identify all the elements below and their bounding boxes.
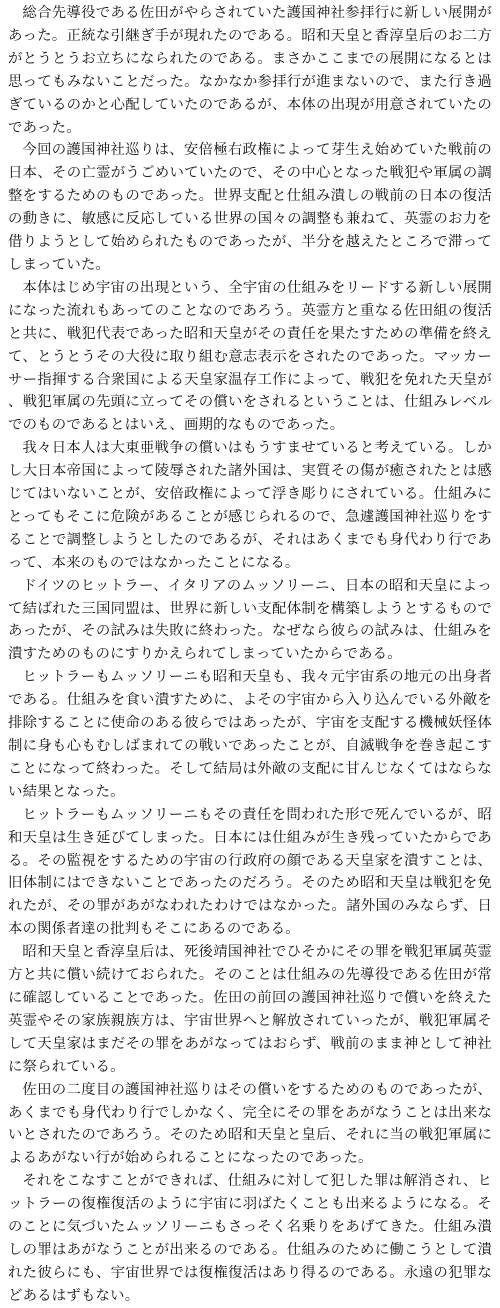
paragraph-5: ドイツのヒットラー、イタリアのムッソリーニ、日本の昭和天皇によって結ばれた三国同盟は、世界に新しい支配体制を構築しようとするものであったが、その試みは失敗に終わった。なぜなら彼らの試みは、仕組みを潰すためのものにすりかえられてしまっていたからである。 [8, 577, 492, 663]
paragraph-6: ヒットラーもムッソリーニも昭和天皇も、我々元宇宙系の地元の出身者である。仕組みを食い潰すために、よその宇宙から入り込んでいる外敵を排除することに使命のある彼らではあったが、宇宙を支配する機械妖怪体制に身も心もむしばまれての戦いであったことが、自滅戦争を巻き起こすことになって終わった。そして結局は外敵の支配に甘んじなくてはならない結果となった。 [8, 669, 492, 800]
paragraph-7: ヒットラーもムッソリーニもその責任を問われた形で死んでいるが、昭和天皇は生き延びてしまった。日本には仕組みが生き残っていたからである。その監視をするための宇宙の行政府の顔である天皇家を潰すことは、旧体制にはできないことであったのだろう。そのため昭和天皇は戦犯を免れたが、その罪があがなわれたわけではなかった。諸外国のみならず、日本の関係者達の批判もそこにあるのである。 [8, 806, 492, 938]
paragraph-9: 佐田の二度目の護国神社巡りはその償いをするためのものであったが、あくまでも身代わり行でしかなく、完全にその罪をあがなうことは出来ないとされたのであろう。そのため昭和天皇と皇后、それに当の戦犯軍属によるあがない行が始められることになったのであった。 [8, 1081, 492, 1167]
paragraph-3: 本体はじめ宇宙の出現という、全宇宙の仕組みをリードする新しい展開になった流れもあってのことなのであろう。英霊方と重なる佐田組の復活と共に、戦犯代表であった昭和天皇がその責任を果たすための準備を終えて、とうとうその大役に取り組む意志表示をされたのであった。マッカーサー指揮する合衆国による天皇家温存工作によって、戦犯を免れた天皇が、戦犯軍属の先頭に立ってその償いをされるということは、仕組みレベルでのものであるとはいえ、画期的なものであった。 [8, 279, 492, 434]
paragraph-1: 総合先導役である佐田がやらされていた護国神社参拝行に新しい展開があった。正統な引継ぎ手が現れたのである。昭和天皇と香淳皇后のお二方がとうとうお立ちになられたのである。まさかここまでの展開になるとは思ってもみないことだった。なかなか参拝行が進まないので、また行き過ぎているのかと心配していたのであるが、本体の出現が用意されていたのであった。 [8, 5, 492, 136]
paragraph-8: 昭和天皇と香淳皇后は、死後靖国神社でひそかにその罪を戦犯軍属英霊方と共に償い続けておられた。そのことは仕組みの先導役である佐田が常に確認していることであった。佐田の前回の護国神社巡りで償いを終えた英霊やその家族親族方は、宇宙世界へと解放されていったが、戦犯軍属そして天皇家はまだその罪をあがなってはおらず、戦前のまま神として神社に祭られている。 [8, 944, 492, 1075]
paragraph-2: 今回の護国神社巡りは、安倍極右政権によって芽生え始めていた戦前の日本、その亡霊がうごめいていたので、その中心となった戦犯や軍属の調整をするためのものであった。世界支配と仕組み潰しの戦前の日本の復活の動きに、敏感に反応している世界の国々の調整も兼ねて、英霊のお力を借りようとして始められたものであったが、半分を越えたところで滞ってしまっていた。 [8, 142, 492, 273]
paragraph-10: それをこなすことができれば、仕組みに対して犯した罪は解消され、ヒットラーの復権復活のように宇宙に羽ばたくことも出来るようになる。そのことに気づいたムッソリーニもさっそく名乗りをあげてきた。仕組み潰しの罪はあがなうことが出来るのである。仕組みのために働こうとして潰れた彼らにも、宇宙世界では復権復活はあり得るのである。永遠の犯罪などあるはずもない。 [8, 1173, 492, 1304]
paragraph-4: 我々日本人は大東亜戦争の償いはもうすませていると考えている。しかし大日本帝国によって陵辱された諸外国は、実質その傷が癒されたとは感じてはいないことが、安倍政権によって浮き彫りにされている。仕組みにとってもそこに危険があることが感じられるので、急遽護国神社巡りをすることで調整しようとしたのであるが、それはあくまでも身代わり行であって、本来のものではなかったことになる。 [8, 440, 492, 571]
